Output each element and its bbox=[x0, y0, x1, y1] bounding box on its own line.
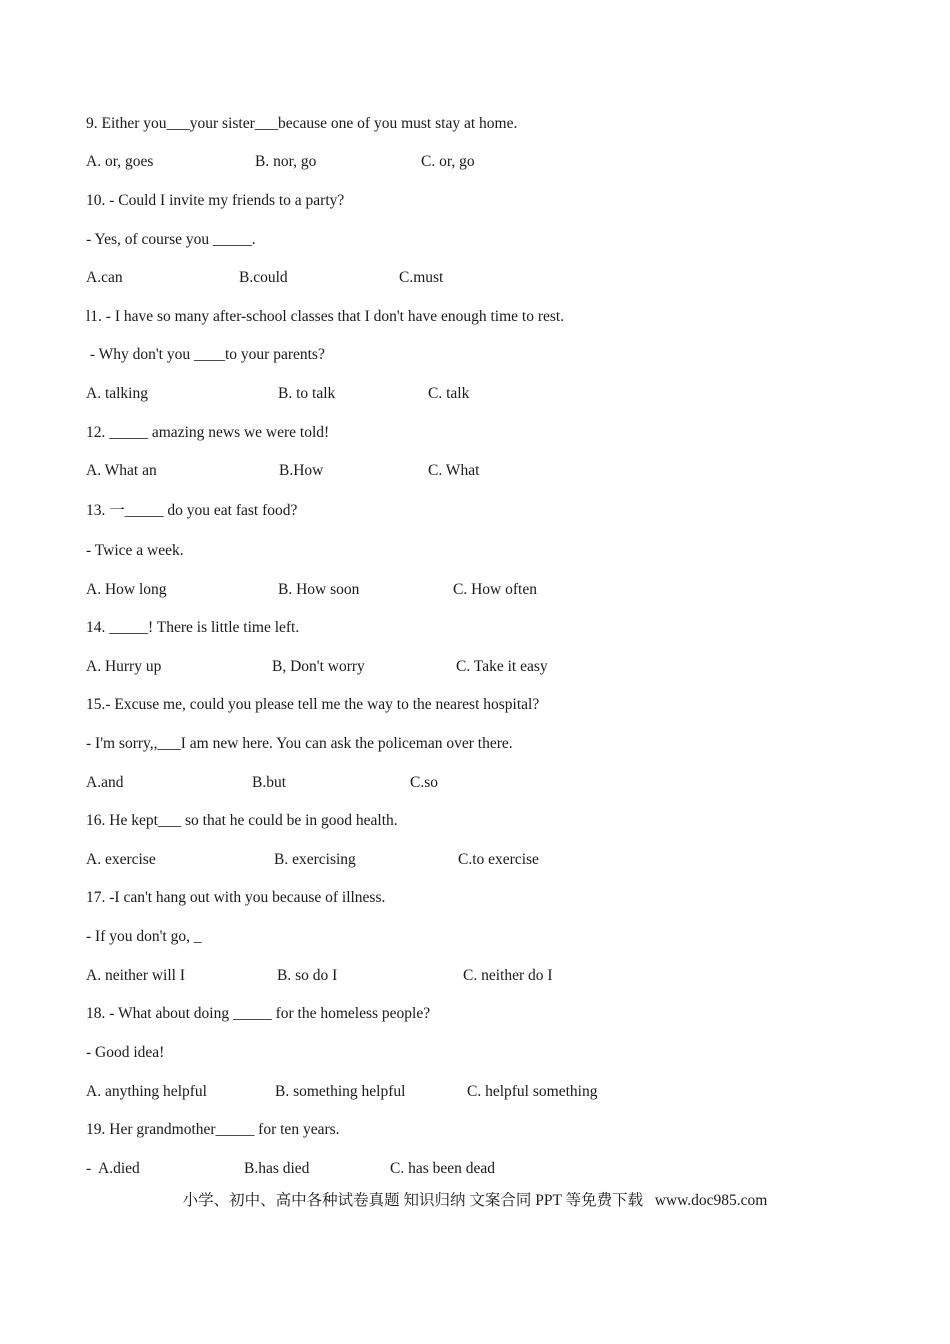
question-13-option-c: C. How often bbox=[453, 581, 537, 598]
question-19-option-c: C. has been dead bbox=[390, 1160, 496, 1177]
question-9-option-b: B. nor, go bbox=[255, 153, 317, 170]
question-16-stem: 16. He kept___ so that he could be in good health. bbox=[86, 812, 398, 829]
question-17-option-a: A. neither will I bbox=[86, 967, 186, 984]
question-17-reply: - If you don't go, _ bbox=[86, 928, 202, 945]
question-9-option-c: C. or, go bbox=[421, 153, 475, 170]
question-12-option-b: B.How bbox=[279, 462, 324, 479]
question-12-stem: 12. _____ amazing news we were told! bbox=[86, 424, 330, 441]
question-16-option-c: C.to exercise bbox=[458, 851, 539, 868]
question-15-stem: 15.- Excuse me, could you please tell me the way to the nearest hospital? bbox=[86, 696, 540, 713]
question-15-option-c: C.so bbox=[410, 774, 438, 791]
question-18-reply: - Good idea! bbox=[86, 1044, 165, 1061]
question-10-stem: 10. - Could I invite my friends to a party? bbox=[86, 192, 345, 209]
question-12-option-a: A. What an bbox=[86, 462, 157, 479]
question-18-stem: 18. - What about doing _____ for the homeless people? bbox=[86, 1005, 431, 1022]
question-13-option-a: A. How long bbox=[86, 581, 167, 598]
question-16-option-a: A. exercise bbox=[86, 851, 156, 868]
question-14-option-b: B, Don't worry bbox=[272, 658, 365, 675]
question-14-option-c: C. Take it easy bbox=[456, 658, 548, 675]
question-17-stem: 17. -I can't hang out with you because of illness. bbox=[86, 889, 386, 906]
question-14-option-a: A. Hurry up bbox=[86, 658, 162, 675]
question-17-option-b: B. so do I bbox=[277, 967, 338, 984]
question-18-option-a: A. anything helpful bbox=[86, 1083, 207, 1100]
question-9-stem: 9. Either you___your sister___because one of you must stay at home. bbox=[86, 115, 518, 132]
question-15-option-b: B.but bbox=[252, 774, 287, 791]
question-10-option-b: B.could bbox=[239, 269, 288, 286]
question-15-option-a: A.and bbox=[86, 774, 124, 791]
question-11-option-c: C. talk bbox=[428, 385, 470, 402]
question-10-reply: - Yes, of course you _____. bbox=[86, 231, 256, 248]
question-15-reply: - I'm sorry,,___I am new here. You can ask the policeman over there. bbox=[86, 735, 513, 752]
question-13-option-b: B. How soon bbox=[278, 581, 360, 598]
question-18-option-c: C. helpful something bbox=[467, 1083, 598, 1100]
question-10-option-c: C.must bbox=[399, 269, 444, 286]
question-19-option-a: - A.died bbox=[86, 1160, 140, 1177]
question-9-option-a: A. or, goes bbox=[86, 153, 154, 170]
question-11-option-a: A. talking bbox=[86, 385, 148, 402]
question-11-option-b: B. to talk bbox=[278, 385, 336, 402]
question-10-option-a: A.can bbox=[86, 269, 123, 286]
question-13-stem: 13. 一_____ do you eat fast food? bbox=[86, 502, 298, 519]
question-11-stem: l1. - I have so many after-school classes that I don't have enough time to rest. bbox=[86, 308, 565, 325]
question-11-reply: - Why don't you ____to your parents? bbox=[86, 346, 325, 363]
question-19-stem: 19. Her grandmother_____ for ten years. bbox=[86, 1121, 340, 1138]
question-14-stem: 14. _____! There is little time left. bbox=[86, 619, 300, 636]
question-13-reply: - Twice a week. bbox=[86, 542, 184, 559]
question-18-option-b: B. something helpful bbox=[275, 1083, 406, 1100]
question-17-option-c: C. neither do I bbox=[463, 967, 553, 984]
question-12-option-c: C. What bbox=[428, 462, 480, 479]
page-footer: 小学、初中、高中各种试卷真题 知识归纳 文案合同 PPT 等免费下载 www.doc985.com bbox=[182, 1192, 768, 1209]
question-16-option-b: B. exercising bbox=[274, 851, 356, 868]
question-19-option-b: B.has died bbox=[244, 1160, 310, 1177]
